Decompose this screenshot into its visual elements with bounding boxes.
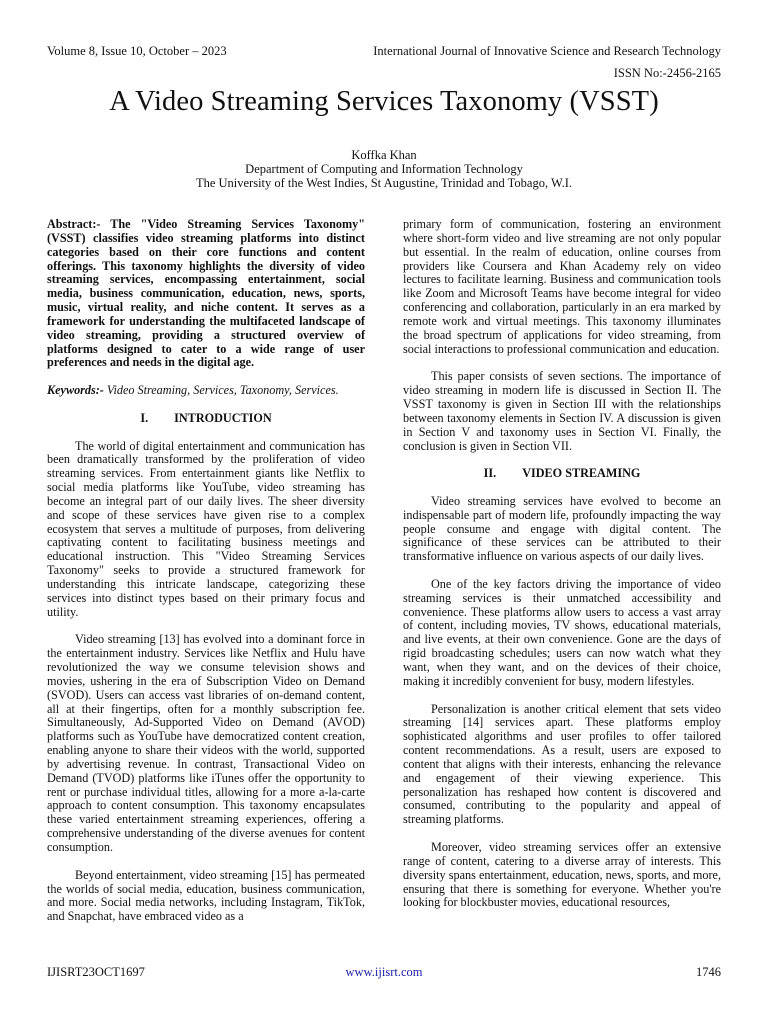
keywords-label: Keywords:-	[47, 383, 104, 398]
paragraph: Video streaming [13] has evolved into a dominant force in the entertainment industry. Services like Netflix and Hulu have revolutionized the way we consume television shows and movies, ushering in the era of Subscription Video on Demand (SVOD). Users can access vast libraries of on-demand content, all at their fingertips, often for a monthly subscription fee. Simultaneously, Ad-Supported Video on Demand (AVOD) platforms such as YouTube have democratized content creation, enabling anyone to share their videos with the world, supported by advertising revenue. In contrast, Transactional Video on Demand (TVOD) platforms like iTunes offer the opportunity to rent or purchase individual titles, allowing for a more a-la-carte approach to content consumption. This taxonomy encapsulates these varied entertainment streaming experiences, offering a comprehensive understanding of the diverse avenues for content consumption.	[47, 632, 365, 854]
footer-url-wrap	[0, 965, 768, 980]
paper-title: A Video Streaming Services Taxonomy (VSST)	[109, 86, 659, 117]
issn: ISSN No:-2456-2165	[613, 66, 721, 80]
section-title: INTRODUCTION	[174, 410, 272, 425]
author-affiliation: The University of the West Indies, St Augustine, Trinidad and Tobago, W.I.	[195, 176, 573, 190]
left-column	[47, 218, 365, 924]
keywords	[47, 384, 365, 398]
abstract: Abstract:- The "Video Streaming Services Taxonomy" (VSST) classifies video streaming platforms into distinct categories based on their core functions and content offerings. This taxonomy highlights the diversity of video streaming services, encompassing entertainment, social media, business communication, education, news, sports, music, virtual reality, and niche content. It serves as a framework for understanding the multifaceted landscape of video streaming, providing a structured overview of platforms designed to cater to a wide range of user preferences and needs in the digital age.	[47, 217, 365, 370]
author-block	[0, 148, 768, 190]
paragraph: Moreover, video streaming services offer an extensive range of content, catering to a diverse array of interests. This diversity spans entertainment, education, news, sports, and more, ensuring that there is something for everyone. Whether you're looking for blockbuster movies, educational resources,	[403, 839, 721, 910]
paragraph: Video streaming services have evolved to become an indispensable part of modern life, profoundly impacting the way people consume and engage with digital content. The significance of these services can be attributed to their transformative influence on various aspects of our daily lives.	[403, 493, 721, 564]
paper-code: IJISRT23OCT1697	[47, 965, 145, 979]
paragraph: The world of digital entertainment and communication has been dramatically transformed by the proliferation of video streaming services. From entertainment giants like Netflix to social media platforms like YouTube, video streaming has become an integral part of our daily lives. The sheer diversity and scope of these services have given rise to a complex ecosystem that serves a multitude of purposes, from delivering captivating content to facilitating business meetings and educational instruction. This "Video Streaming Services Taxonomy" seeks to provide a structured framework for understanding this intricate landscape, categorizing these services into distinct types based on their primary focus and utility.	[47, 438, 365, 619]
section-title: VIDEO STREAMING	[522, 466, 641, 481]
paragraph: Personalization is another critical element that sets video streaming [14] services apart. These platforms employ sophisticated algorithms and user profiles to offer tailored content recommendations. As a result, users are exposed to content that aligns with their interests, enhancing the relevance and engagement of their viewing experience. This personalization has reshaped how content is discovered and consumed, contributing to the popularity and appeal of streaming platforms.	[403, 701, 721, 827]
page-number: 1746	[696, 965, 721, 979]
paragraph: This paper consists of seven sections. The importance of video streaming in modern life is discussed in Section II. The VSST taxonomy is given in Section III with the relationships between taxonomy elements in Section IV. A discussion is given in Section V and taxonomy uses in Section VI. Finally, the conclusion is given in Section VII.	[403, 369, 721, 453]
author-name: Koffka Khan	[351, 148, 417, 162]
paragraph: primary form of communication, fostering an environment where short-form video and live streaming are not only popular but essential. In the realm of education, online courses from providers like Coursera and Khan Academy rely on video lectures to facilitate learning. Business and communication tools like Zoom and Microsoft Teams have become integral for video conferencing and collaboration, particularly in an era marked by remote work and virtual meetings. This taxonomy illuminates the broad spectrum of applications for video streaming, from social interactions to professional communication and education.	[403, 217, 721, 356]
volume-issue: Volume 8, Issue 10, October – 2023	[47, 44, 227, 58]
journal-name: International Journal of Innovative Science and Research Technology	[373, 44, 721, 58]
keywords-text: Video Streaming, Services, Taxonomy, Services.	[103, 383, 339, 398]
section-heading-video-streaming	[403, 467, 721, 481]
author-department: Department of Computing and Information Technology	[245, 162, 523, 176]
paragraph: Beyond entertainment, video streaming [15] has permeated the worlds of social media, education, business communication, and more. Social media networks, including Instagram, TikTok, and Snapchat, have embraced video as a	[47, 867, 365, 924]
right-column	[403, 218, 721, 910]
section-number: I.	[140, 410, 149, 425]
paragraph: One of the key factors driving the importance of video streaming services is their unmatched accessibility and convenience. These platforms allow users to access a vast array of content, including movies, TV shows, educational materials, and live events, at their own convenience. Gone are the days of rigid broadcasting schedules; users can now watch what they want, when they want, and on the devices of their choice, making it incredibly convenient for busy, modern lifestyles.	[403, 576, 721, 688]
section-number: II.	[483, 466, 497, 481]
section-heading-introduction	[47, 412, 365, 426]
journal-url-link[interactable]: www.ijisrt.com	[345, 965, 423, 979]
